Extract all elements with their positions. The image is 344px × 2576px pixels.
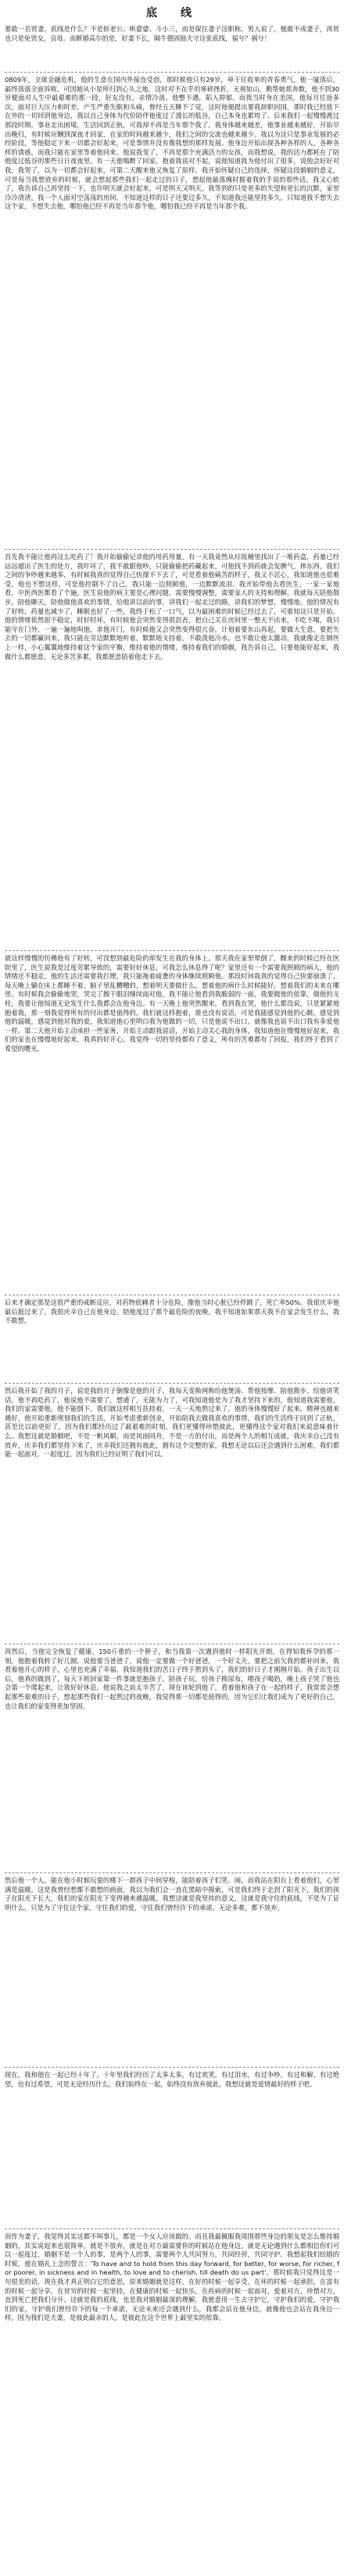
article xyxy=(0,2,344,2355)
paragraph-4: 就这样慢慢的仿佛他有了好转，可没想到最危险的却发生在我的身体上。那天我在家里晕倒了，醒来的时候已经在医院里了，医生说我是过度劳累导致的，需要好好休息，可我怎么休息得了呢？家里还有一个需要我照顾的病人，他的情绪还不稳定，他的生活还需要我打理，我只能拖着疲惫的身体继续照顾他。那段时间我真的觉得自己快要崩溃了，每天晚上躺在床上都睡不着，脑子里乱糟糟的，想着明天要做什么，想着他的病什么时候能好，想着我们的未来在哪里。有时候我会偷偷地哭，哭完了擦干眼泪继续面对他，我不能让他看到我脆弱的一面，我要做他的依靠，做他的支柱，我要让他知道无论发生什么我都会在他身边。有一天晚上他突然醒来，看到我在哭，他什么都没说，只是紧紧地抱着我，那一刻我觉得所有的付出都是值得的，我们就这样抱着，谁也没有说话，可是我能感觉到他的心跳，感觉到他的温暖，感觉到他对我的爱，我知道他心里明白我为他做的一切，只是他说不出口，就像我也说不出口我有多爱他一样。第二天他开始主动承担一些家务，开始主动跟我说话，开始主动关心我的身体，我知道他在慢慢地好起来，我们的家也在慢慢地好起来，我真的好开心，我觉得一切的坚持都有了意义，所有的苦难都有了回报，我们终于看到了希望的曙光。 xyxy=(5,954,339,1053)
paragraph-6: 然后我开始了我的月子，说是我的月子倒像是他的月子，我每天变换网购给他煲汤、帮他按摩、陪他散步、给他讲笑话，他不再吃药了，他说他不需要了，想通了，无能为力了，可我知道他是为了我才坚持下来的，他知道我需要他，我们的家需要他，他不能倒下。我们就这样相互扶持着，一天一天地熬过来了，他的身体慢慢好了起来，精神也越来越好，他开始重新规划我们的生活，开始考虑重新创业，开始陪我去做我喜欢的事情，我们的生活终于回到了正轨，甚至比以前更好了，因为我们都经历过了最艰难的时刻，我们更懂得珍惜彼此，更懂得这个家对我们来说意味着什么。我想这就是婚姻吧，不是一帆风顺，而是风雨同舟，不是一方的付出，而是两个人的相互成就，我庆幸自己没有放弃，庆幸我们都坚持下来了，庆幸我们还拥有彼此，拥有这个完整的家，我想无论以后还会遇到什么困难，我们都能一起面对，一起度过，因为我们已经证明了我们可以。 xyxy=(5,1387,339,1459)
section-divider xyxy=(5,1872,339,1873)
section-divider xyxy=(5,2067,339,2068)
section-divider xyxy=(5,950,339,951)
paragraph-9: 现在，我和他在一起已经十年了，十年里我们经历了太多太多，有过欢笑，有过泪水，有过争吵，有过和解，有过绝望，也有过希望，可是无论经历什么，我们始终在一起，始终没有放弃彼此，我想这就是爱情最好的样子吧。 xyxy=(5,2071,339,2088)
paragraph-7: 再然后，当他完全恢复了健康，150斤重的一个胖子，和当我第一次遇到他时一样阳光开朗，在得知我怀孕的那一刻，他抱着我转了好几圈，说他要当爸爸了，说他一定要做一个好爸爸，一个好丈夫，要把之前欠我的都补回来，我看着他开心的样子，心里也充满了幸福，我知道我们的苦日子终于熬到头了，我们的好日子才刚刚开始。孩子出生以后，他真的做到了，每天下班回家第一件事就是抱孩子，陪孩子玩，给孩子换尿布，喂孩子喝奶，晚上孩子哭了他也会第一个爬起来，让我好好休息，他说我之前太辛苦了，现在该轮到他了，看着他和孩子在一起的样子，我常常会想起那些艰难的日子，想起那些我们一起熬过的夜晚，我觉得那一切都是值得的，因为它们让我们成为了更好的自己，也让我们的家变得更加坚固。 xyxy=(5,1648,339,1710)
paragraph-8: 然后他一个人，能在他小时候玩耍的楼下一群孩子中间穿梭，能陪着孩子们笑、闹，而我站在阳台上看着他们，心里满是温暖，这是我曾经想都不敢想的画面，我以为我们会一直在黑暗中摸索，可是我们终于走到了阳光下，我们的孩子在阳光下长大，我们的家在阳光下变得越来越温暖，我想这就是我坚持的意义，这就是我守住的底线，不是为了证明什么，只是为了守住这个家，守住我们的爱，守住我们曾经许下的承诺，无论多难，都不放弃。 xyxy=(5,1876,339,1912)
section-divider xyxy=(5,72,339,73)
section-divider xyxy=(5,549,339,550)
paragraph-intro: 要敢一名贤妻，底线是什么？不是抠老公、哄婆婆、斗小三，而是保住妻子这职称。男人说了，便敢不成妻子，再贤也只是免贤女，良母。而断婚高尔的是，好妻不长，隔牛德固抽夫守这张底线，福兮？祸兮！ xyxy=(5,25,339,42)
paragraph-5: 后来才确定那是这很严重的戒断反应，对药物依赖者十分危险，像他当时心脏已经停跳了，死亡率50%。我很庆幸他最后挺过来了，我很庆幸自己在他身边，陪他度过了那个最危险的夜晚，我不知道如果那天我不在家会发生什么，我不敢想。 xyxy=(5,1299,339,1325)
paragraph-10: 而作为妻子，我觉得其实这都不叫事儿，都是一个女人应该做的。而且我最佩服我周围那些身边的朋友是怎么维持婚姻的，其实说起来也很简单，就是不放弃，就是在对方最需要你的时候站在他身边，就是无论遇到什么都相信你们可以一起度过，婚姻不是一个人的事，是两个人的事，需要两个人共同努力，共同经营，共同守护。我想起我们结婚的时候，他在婚礼上念的誓言：'To have and to hold from this day forward, for better, for worse, for richer, for poorer, in sickness and in health, to love and to cherish, till death do us part'，那时候我只觉得这是一句很美的话，现在我才真正明白它的意思，原来婚姻就是这样，在好的时候一起享受，在坏的时候一起承担，在富有的时候一起分享，在贫穷的时候一起坚持，在健康的时候一起快乐，在疾病的时候一起面对，爱着对方，珍惜对方，直到死亡把我们分开。这就是我的底线，也是我对婚姻最深的理解，我愿意用一生去守护它，守护我们的爱，守护我们的家，守护我们曾经许下的每一个承诺，无论未来还会遇到什么，我都会站在他身边，就像他也会站在我身边一样，因为我们是夫妻，是彼此最亲的人，是彼此在这个世界上最坚实的依靠。 xyxy=(5,2232,339,2322)
paragraph-3: 首先我不能让他再这么吃药了！我开始偷偷记录他的用药用量，有一天我竟然从垃圾桶里找出了一堆药盒，药量已经远远超出了医生的处方，我吓坏了，我不敢跟他吵，只能偷偷把药藏起来，可他找不到药就会发脾气，摔东西，我们之间的争吵越来越多，有时候我真的觉得自己快撑不下去了，可是看着他痛苦的样子，我又不忍心，我知道他也很难受，他也不想这样，可是他控制不了自己，我只能一边照顾他，一边默默流泪。我开始带他去看医生，一家一家地看，中医西医都看了个遍，医生说他的病主要是心理问题，需要慢慢调整，需要家人的支持和理解，我就每天陪他散步，陪他聊天，陪他做他喜欢的事情，给他讲以前的事，讲我们一起走过的路，讲我们的梦想，慢慢地，他的情况有了好转，药量也减少了，睡眠也好了一些，我终于松了一口气，以为最困难的时候已经过去了，可谁知这只是开始。他的情绪依然很不稳定，时好时坏，有时候他会突然变得很沮丧，把自己关在房间里一整天不出来，不吃不喝，我只能守在门外，一遍一遍地叫他，求他开门，有时候他又会突然变得很亢奋，计划着要东山再起，要做大生意，要把失去的一切都赢回来，我只能在旁边默默地听着，默默地支持着，不敢泼他冷水，也不敢让他太激动，我就像走在钢丝上一样，小心翼翼地维持着这个家的平衡，维持着他的情绪，维持着我们的婚姻，我告诉自己，只要他能好起来，我做什么都愿意，无论多苦多累，我都愿意陪着他走下去。 xyxy=(5,553,339,661)
article-title: 底 线 xyxy=(146,7,198,20)
paragraph-2: 0809年，全球金融危机，他的生意在国内外接连受创，那时候他只有29岁，单干往收单的青春勇气，他一厦落后，最终落落全面诉败。可因她从小星所归到心头之地，这时对不在乎的寒碎挫折，无视如山，勤帮她那奔数，他不到30岁便面对人生中最艰难的那一段，好友没有，亲情冷落，他整不遇，陷入抑郁。而我当时身在美国，他每月往返多次，面对巨大压力和时差，产生严重失眠和头痛，曾经五天睡不了觉，这时他便提出要我辞职回国，那时我已经放下在外的一切回到他身边，我以自己身体为代价陪伴他度过了漫长的低谷，自己本身也累垮了。后来我们一起慢慢渡过那段时期，事业走出困境，生活回到正轨，可我却不再是当年那个我了，我身体越来越差，他事业越来越好，开始早出晚归，有时候应酬到深夜才回家，在家的时间越来越少，我们之间的交流也越来越少。我以为这只是事业发展的必经阶段，等他稳定下来一切都会好起来，可是事情并没有像我想的那样发展。他身边开始出现各种各样的人，各种各样的诱惑，而我只能在家里等着他回来。他说我变了，不再是那个充满活力的女孩，而我想说，我的活力都耗在了陪他度过低谷的那些日日夜夜里。有一天他喝醉了回家，抱着我说对不起，说他知道我为他付出了很多，说他会好好对我，我哭了，以为一切都会好起来，可第二天醒来他又恢复了原样。我开始怀疑自己的选择，怀疑这段婚姻的意义，可是每当我想放弃的时候，就会想起那些我们一起走过的日子，想起他最落魄时握着我的手说的那些话，我又心软了，我告诉自己再坚持一下，也许明天就会好起来，可是明天又明天，我等到的只是更多的失望和更长的沉默，家里冷冷清清，我一个人面对空荡荡的房间，不知道这样的日子还要过多久，不知道我还能坚持多久，只知道我不想失去这个家，不想失去他，哪怕他已经不再是当年那个他，哪怕我已经不再是当年那个我。 xyxy=(5,76,339,211)
section-divider xyxy=(5,1383,339,1384)
